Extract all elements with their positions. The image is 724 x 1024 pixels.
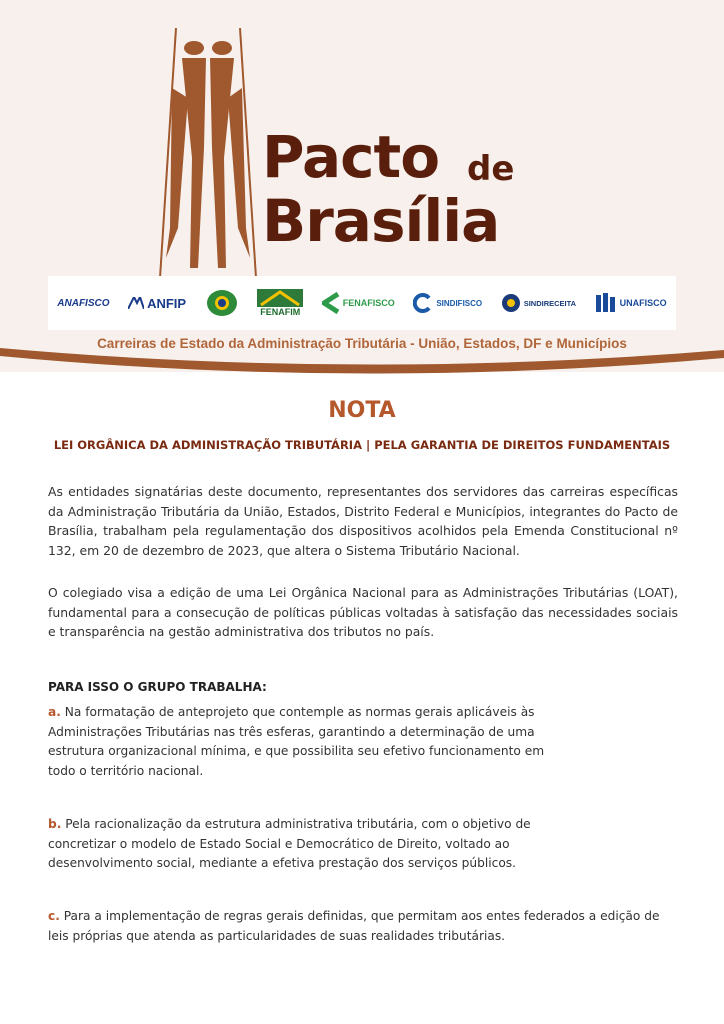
fenafim-mark-icon [257, 289, 303, 307]
title-de: de [467, 149, 515, 189]
list-item-letter: c. [48, 909, 60, 923]
document-heading: NOTA [328, 398, 396, 423]
section-heading: PARA ISSO O GRUPO TRABALHA: [48, 680, 267, 694]
unafisco-mark-icon [595, 292, 617, 314]
fenafim-logo-text: FENAFIM [260, 307, 301, 317]
list-item-b [48, 815, 558, 874]
logo-brazil-map [205, 288, 239, 318]
fenafisco-mark-icon [322, 292, 340, 314]
sindifisco-logo-text: SINDIFISCO [436, 298, 483, 308]
brazil-map-seal-icon [205, 288, 239, 318]
sindifisco-mark-icon [413, 293, 433, 313]
anfip-mark-icon [128, 297, 144, 309]
list-item-text: Na formatação de anteprojeto que contemple as normas gerais aplicáveis às Administrações Tributárias nas três esferas, garantindo a determinação de uma estrutura organizacional mínima, e que possibilita seu efetivo funcionamento em todo o território nacional. [48, 705, 545, 778]
logo-anafisco [57, 298, 109, 309]
list-item-text: Para a implementação de regras gerais definidas, que permitam aos entes federados a edição de leis próprias que atenda as particularidades de suas realidades tributárias. [48, 909, 660, 943]
logo-fenafisco [322, 292, 395, 314]
header-tagline: Carreiras de Estado da Administração Tributária - União, Estados, DF e Municípios [97, 336, 627, 351]
logo-anfip [128, 296, 186, 311]
sindireceita-mark-icon [501, 293, 521, 313]
document-subtitle: LEI ORGÂNICA DA ADMINISTRAÇÃO TRIBUTÁRIA | PELA GARANTIA DE DIREITOS FUNDAMENTAIS [53, 438, 671, 452]
logo-fenafim [257, 289, 303, 317]
title-pacto: Pacto [262, 123, 440, 191]
header-divider-wave [0, 330, 724, 390]
warriors-sculpture-logo-icon [152, 28, 262, 278]
logo-unafisco [595, 292, 667, 314]
title-brasilia: Brasília [262, 187, 500, 255]
logo-sindireceita [501, 293, 576, 313]
list-item-letter: a. [48, 705, 61, 719]
fenafisco-logo-text: FENAFISCO [342, 298, 395, 308]
list-item-letter: b. [48, 817, 62, 831]
anfip-logo-text: ANFIP [147, 295, 187, 311]
list-item-text: Pela racionalização da estrutura administrativa tributária, com o objetivo de concretizar o modelo de Estado Social e Democrático de Direito, voltado ao desenvolvimento social, mediante a efetiva prestação dos serviços públicos. [48, 817, 531, 870]
list-item-a [48, 703, 558, 781]
sindireceita-logo-text: SINDIRECEITA [523, 298, 577, 308]
paragraph-intro: As entidades signatárias deste documento, representantes dos servidores das carreiras específicas da Administração Tributária da União, Estados, Distrito Federal e Municípios, integrantes do Pacto de Brasília, trabalham pela regulamentação dos dispositivos acolhidos pela Emenda Constitucional nº 132, em 20 de dezembro de 2023, que altera o Sistema Tributário Nacional. [48, 484, 678, 558]
paragraph-objective: O colegiado visa a edição de uma Lei Orgânica Nacional para as Administrações Tributárias (LOAT), fundamental para a consecução de políticas públicas voltadas à satisfação das necessidades sociais e transparência na gestão administrativa dos tributos no país. [48, 585, 678, 639]
anafisco-logo-text: ANAFISCO [57, 297, 110, 309]
logo-sindifisco [413, 293, 482, 313]
list-item-c [48, 907, 678, 946]
unafisco-logo-text: UNAFISCO [619, 298, 667, 308]
partner-logos-strip [48, 276, 676, 330]
